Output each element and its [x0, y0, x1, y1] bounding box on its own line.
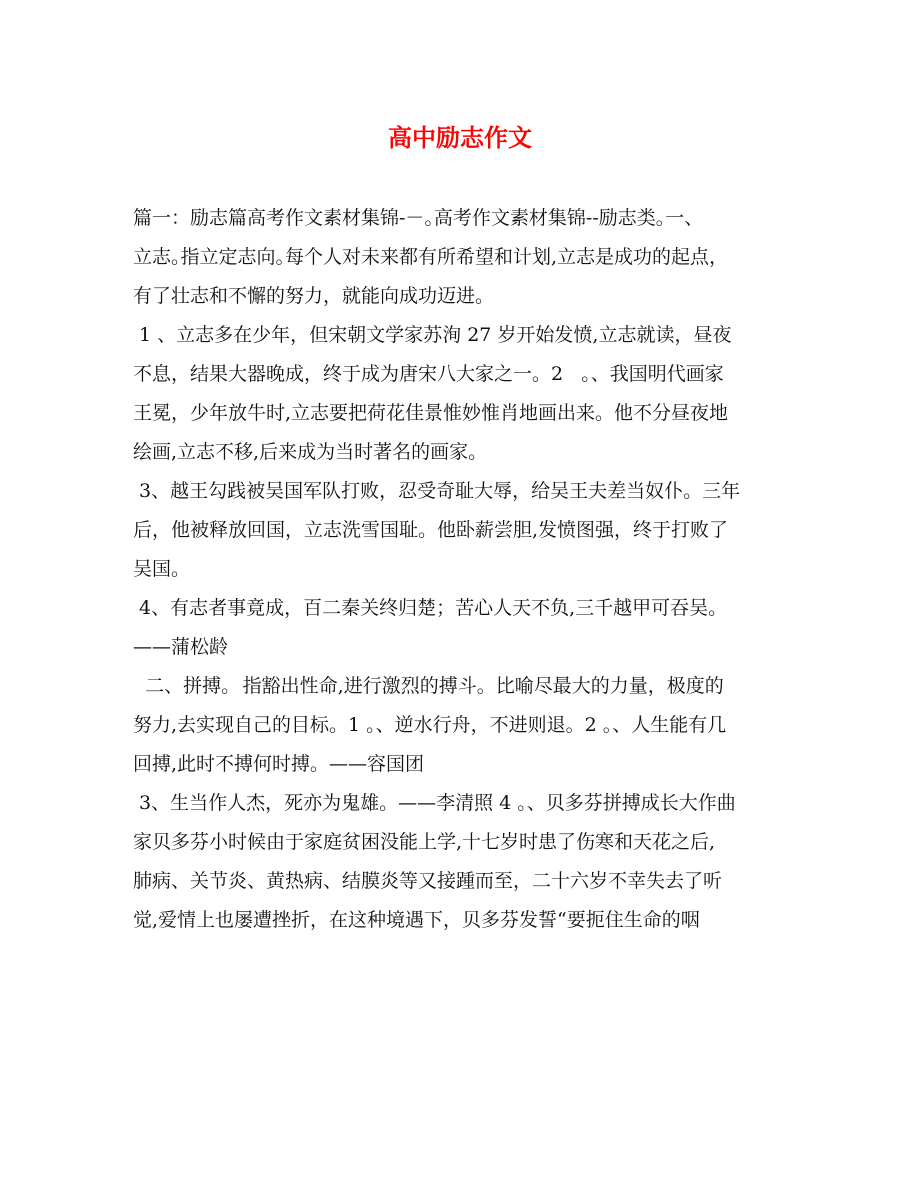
body-line: 家贝多芬小时候由于家庭贫困没能上学,十七岁时患了伤寒和天花之后,: [133, 831, 716, 853]
body-line: 立志｡指立定志向｡每个人对未来都有所希望和计划,立志是成功的起点，: [133, 246, 729, 268]
body-line: 肺病、关节炎、黄热病、结膜炎等又接踵而至，二十六岁不幸失去了听: [133, 870, 723, 892]
body-line: 3、生当作人杰，死亦为鬼雄。——李清照 4 ｡、贝多芬拼搏成长大作曲: [133, 792, 736, 814]
body-line: 4、有志者事竟成，百二秦关终归楚；苦心人天不负,三千越甲可吞吴。: [133, 597, 728, 619]
body-line: 篇一：励志篇高考作文素材集锦-－｡高考作文素材集锦--励志类｡一、: [133, 207, 704, 229]
body-line: 努力,去实现自己的目标。1 ｡、逆水行舟，不进则退。2 ｡、人生能有几: [133, 714, 727, 736]
page-title: 高中励志作文: [388, 123, 532, 152]
body-line: 有了壮志和不懈的努力，就能向成功迈进。: [133, 285, 495, 307]
body-line: 二、拼搏｡ 指豁出性命,进行激烈的搏斗。比喻尽最大的力量，极度的: [133, 675, 724, 697]
body-line: 觉,爱情上也屡遭挫折，在这种境遇下，贝多芬发誓“要扼住生命的咽: [133, 909, 700, 931]
body-line: 吴国。: [133, 558, 191, 580]
body-line: ——蒲松龄: [133, 636, 229, 658]
body-line: 回搏,此时不搏何时搏。——容国团: [133, 753, 425, 775]
body-line: 不息，结果大器晚成，终于成为唐宋八大家之一。2 ｡、我国明代画家: [133, 363, 724, 385]
body-line: 后，他被释放回国，立志洗雪国耻。他卧薪尝胆,发愤图强，终于打败了: [133, 519, 729, 541]
body-line: 3、越王勾践被吴国军队打败，忍受奇耻大辱，给吴王夫差当奴仆。三年: [133, 480, 741, 502]
document-body: [133, 199, 793, 940]
body-line: 绘画,立志不移,后来成为当时著名的画家。: [133, 441, 488, 463]
body-line: 王冕，少年放牛时,立志要把荷花佳景惟妙惟肖地画出来。他不分昼夜地: [133, 402, 729, 424]
body-line: 1 、立志多在少年，但宋朝文学家苏洵 27 岁开始发愤,立志就读，昼夜: [133, 324, 732, 346]
